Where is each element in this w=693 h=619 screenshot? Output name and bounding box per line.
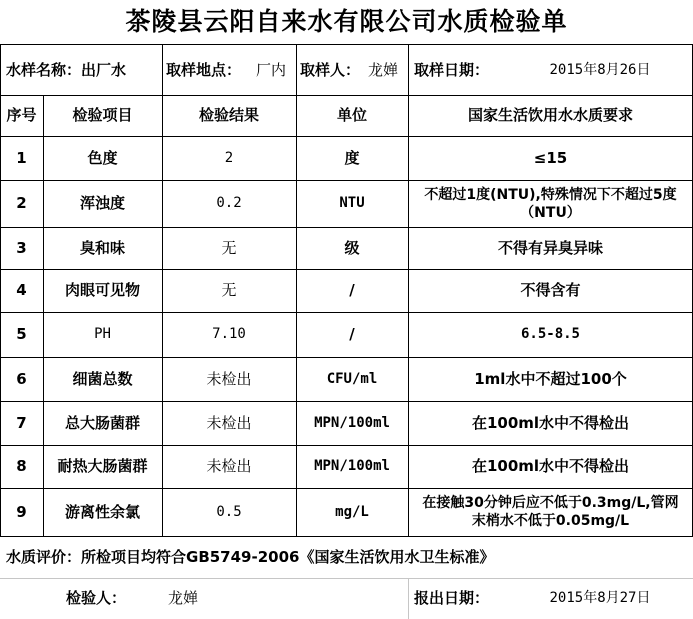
grid-line xyxy=(0,136,693,137)
header-result: 检验结果 xyxy=(198,106,259,124)
row-9-index: 9 xyxy=(16,502,27,521)
grid-line xyxy=(0,578,693,579)
row-1-result: 2 xyxy=(224,149,234,166)
grid-line xyxy=(0,312,693,313)
row-3-standard: 不得有异臭异味 xyxy=(497,238,603,257)
grid-line xyxy=(0,44,693,45)
row-5-standard: 6.5-8.5 xyxy=(520,326,580,342)
row-2-item: 浑浊度 xyxy=(79,194,125,212)
grid-line xyxy=(0,227,693,228)
row-6-unit: CFU/ml xyxy=(326,370,378,387)
grid-line xyxy=(0,269,693,270)
grid-line xyxy=(296,44,297,536)
row-1-unit: 度 xyxy=(344,148,360,167)
row-4-unit: / xyxy=(349,281,355,299)
row-8-result: 未检出 xyxy=(206,457,252,475)
row-6-standard: 1ml水中不超过100个 xyxy=(474,369,627,388)
row-1-standard: ≤15 xyxy=(533,148,568,167)
row-3-unit: 级 xyxy=(344,238,360,257)
header-standard: 国家生活饮用水水质要求 xyxy=(467,106,633,124)
grid-line xyxy=(43,95,44,536)
row-6-item: 细菌总数 xyxy=(72,369,133,388)
row-3-result: 无 xyxy=(221,238,237,257)
sample-date-value: 2015年8月26日 xyxy=(549,61,651,78)
sampler-value: 龙婵 xyxy=(368,60,399,79)
row-9-result: 0.5 xyxy=(216,503,242,520)
row-3-item: 臭和味 xyxy=(79,238,125,257)
row-4-standard: 不得含有 xyxy=(520,281,581,299)
row-7-unit: MPN/100ml xyxy=(314,414,390,431)
header-index: 序号 xyxy=(6,106,37,124)
row-1-index: 1 xyxy=(16,148,27,167)
grid-line xyxy=(408,578,409,619)
row-8-item: 耐热大肠菌群 xyxy=(57,457,148,475)
header-unit: 单位 xyxy=(336,106,367,124)
grid-line xyxy=(0,536,693,537)
row-8-index: 8 xyxy=(16,457,27,475)
grid-line xyxy=(0,44,1,536)
grid-line xyxy=(0,488,693,489)
row-9-unit: mg/L xyxy=(335,503,369,520)
sample-name: 水样名称：出厂水 xyxy=(6,60,127,79)
row-1-item: 色度 xyxy=(87,148,118,167)
page-title: 茶陵县云阳自来水有限公司水质检验单 xyxy=(125,7,568,36)
grid-line xyxy=(0,357,693,358)
grid-line xyxy=(0,180,693,181)
row-2-unit: NTU xyxy=(339,195,365,211)
report-date-value: 2015年8月27日 xyxy=(549,590,651,606)
row-6-result: 未检出 xyxy=(206,369,252,388)
row-2-result: 0.2 xyxy=(216,195,242,211)
row-4-result: 无 xyxy=(221,281,237,299)
row-5-item: PH xyxy=(94,326,111,342)
row-4-item: 肉眼可见物 xyxy=(64,281,140,299)
grid-line xyxy=(0,95,693,96)
row-7-result: 未检出 xyxy=(206,413,252,432)
row-8-standard: 在100ml水中不得检出 xyxy=(471,457,630,475)
row-2-standard: 不超过1度(NTU),特殊情况下不超过5度（NTU） xyxy=(424,186,677,221)
location-value: 厂内 xyxy=(256,60,287,79)
inspector-label: 检验人： xyxy=(66,589,127,607)
row-8-unit: MPN/100ml xyxy=(314,458,390,474)
grid-line xyxy=(408,44,409,536)
location-label: 取样地点： xyxy=(166,60,242,79)
row-2-index: 2 xyxy=(16,194,27,212)
row-4-index: 4 xyxy=(16,281,27,299)
row-5-unit: / xyxy=(349,325,355,343)
row-5-result: 7.10 xyxy=(212,326,246,342)
row-3-index: 3 xyxy=(16,238,27,257)
inspector-value: 龙婵 xyxy=(168,589,199,607)
report-date-label: 报出日期： xyxy=(414,589,490,607)
sample-date-label: 取样日期： xyxy=(414,60,490,79)
row-7-index: 7 xyxy=(16,413,27,432)
sampler-label: 取样人： xyxy=(300,60,361,79)
row-6-index: 6 xyxy=(16,369,27,388)
evaluation: 水质评价：所检项目均符合GB5749-2006《国家生活饮用水卫生标准》 xyxy=(6,547,495,566)
grid-line xyxy=(0,445,693,446)
grid-line xyxy=(162,44,163,536)
grid-line xyxy=(0,401,693,402)
row-7-standard: 在100ml水中不得检出 xyxy=(471,413,630,432)
row-5-index: 5 xyxy=(16,325,27,343)
row-9-item: 游离性余氯 xyxy=(64,502,140,521)
row-9-standard: 在接触30分钟后应不低于0.3mg/L,管网末梢水不低于0.05mg/L xyxy=(422,495,679,529)
row-7-item: 总大肠菌群 xyxy=(64,413,140,432)
header-item: 检验项目 xyxy=(72,106,133,124)
